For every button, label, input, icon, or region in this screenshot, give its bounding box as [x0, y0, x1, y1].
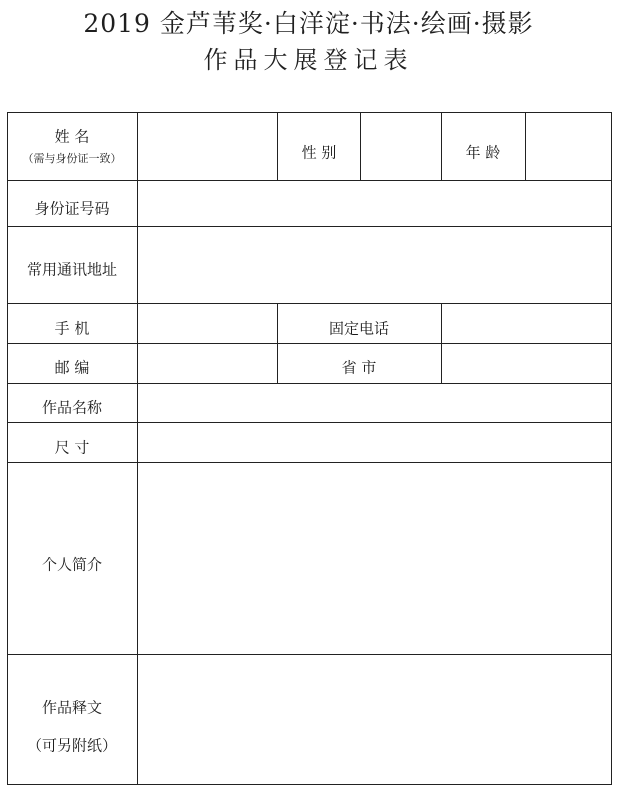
gender-field[interactable] [361, 113, 441, 180]
bio-field[interactable] [138, 463, 611, 654]
gender-label: 性 别 [301, 143, 337, 162]
address-field[interactable] [138, 227, 611, 303]
province-city-field[interactable] [442, 344, 611, 383]
table-border-left [7, 112, 8, 785]
phone-label: 固定电话 [328, 319, 390, 338]
page-subtitle: 作品大展登记表 [203, 46, 414, 74]
work-text-field[interactable] [138, 655, 611, 784]
address-label: 常用通讯地址 [26, 260, 118, 279]
mobile-label: 手 机 [54, 319, 90, 338]
table-border-top [7, 112, 612, 113]
phone-field[interactable] [442, 304, 611, 343]
postcode-field[interactable] [138, 344, 277, 383]
column-divider [277, 303, 278, 384]
province-city-label: 省 市 [341, 358, 377, 377]
mobile-field[interactable] [138, 304, 277, 343]
size-field[interactable] [138, 423, 611, 462]
bio-label: 个人简介 [41, 555, 103, 574]
age-field[interactable] [526, 113, 611, 180]
work-name-label: 作品名称 [41, 398, 103, 417]
postcode-label: 邮 编 [54, 358, 90, 377]
column-divider [277, 112, 278, 181]
work-text-label: 作品释文 [41, 698, 103, 717]
name-note: （需与身份证一致） [22, 152, 122, 165]
table-border-bottom [7, 784, 612, 785]
column-divider [441, 112, 442, 181]
name-field[interactable] [138, 113, 277, 180]
table-border-right [611, 112, 612, 785]
age-label: 年 龄 [465, 143, 501, 162]
page-title: 2019 金芦苇奖·白洋淀·书法·绘画·摄影 [83, 9, 534, 38]
id-number-label: 身份证号码 [34, 199, 110, 218]
work-name-field[interactable] [138, 384, 611, 422]
size-label: 尺 寸 [54, 438, 90, 457]
work-text-note: （可另附纸） [26, 736, 118, 755]
id-number-field[interactable] [138, 181, 611, 226]
name-label: 姓 名 [54, 127, 90, 146]
